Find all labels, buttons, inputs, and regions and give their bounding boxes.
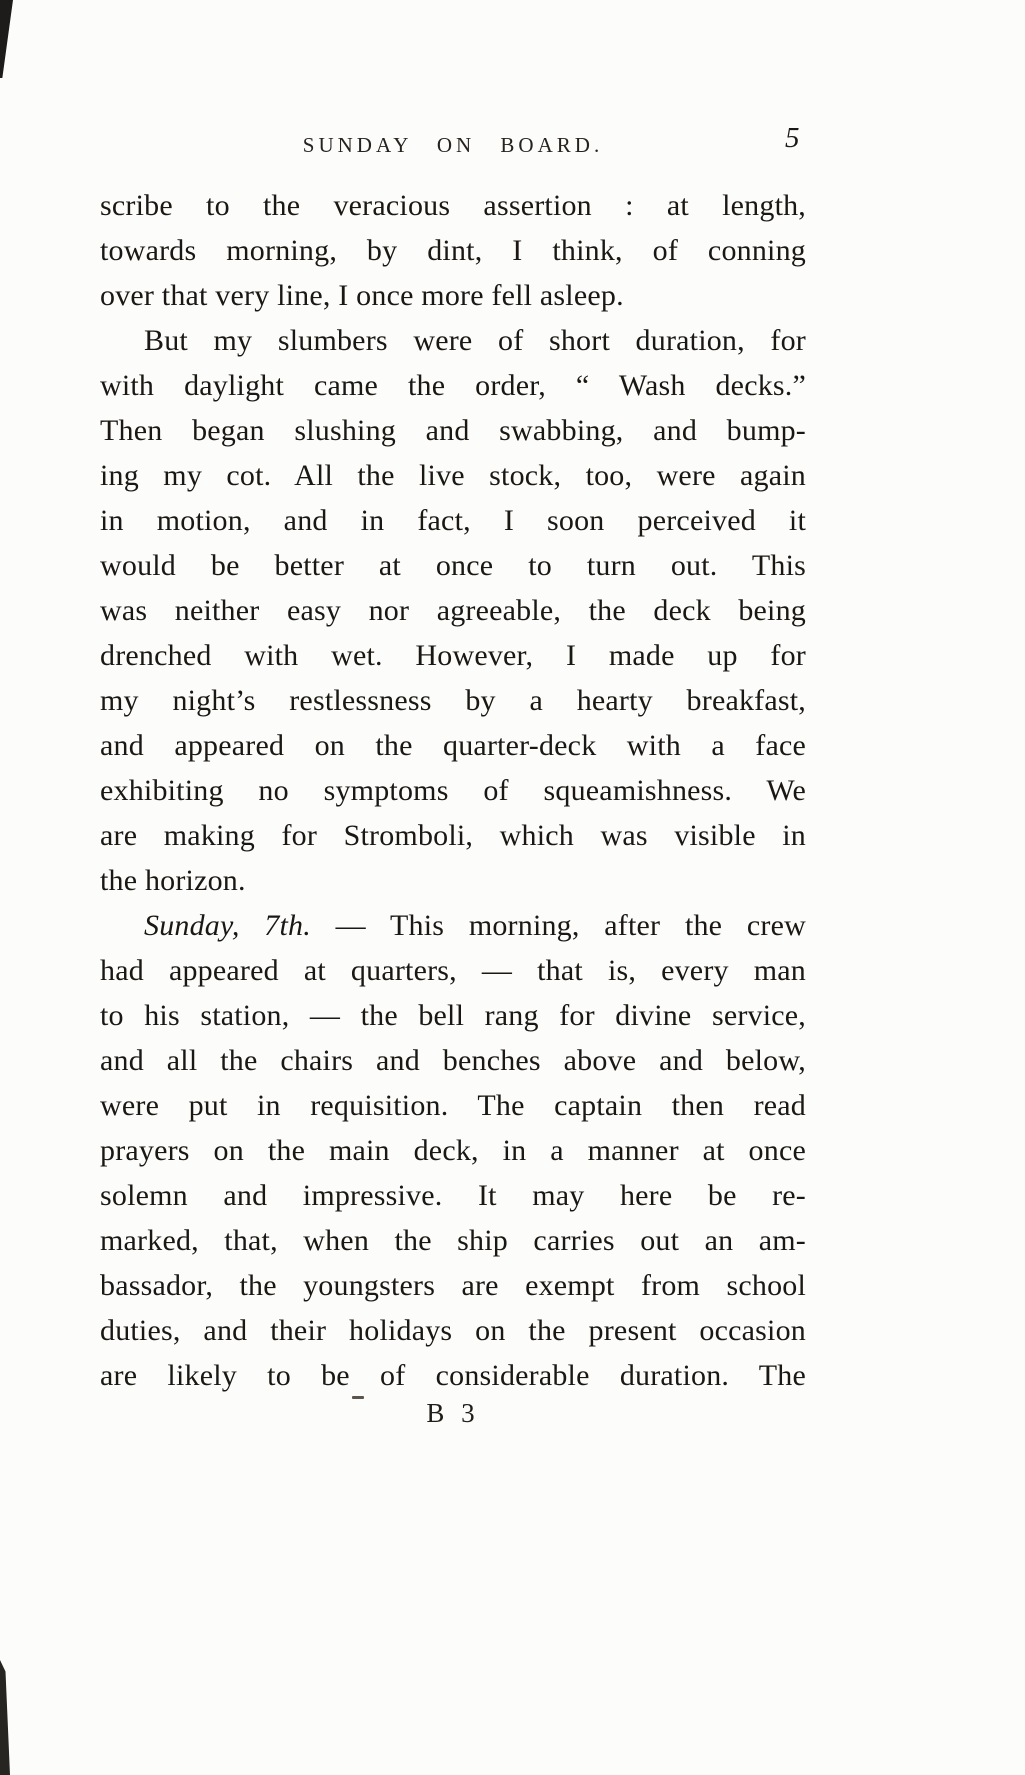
- page-header: [100, 122, 806, 173]
- signature-mark: B 3: [426, 1398, 480, 1428]
- body-text: scribe to the veracious assertion : at length,: [100, 189, 806, 222]
- body-text: had appeared at quarters, — that is, every man: [100, 954, 806, 987]
- body-text: my night’s restlessness by a hearty breakfast,: [100, 684, 806, 717]
- text-line: [100, 1038, 806, 1083]
- text-line: [100, 543, 806, 588]
- text-line: [100, 1083, 806, 1128]
- text-line: [100, 1353, 806, 1398]
- text-line: [100, 768, 806, 813]
- body-text: to his station, — the bell rang for divine service,: [100, 999, 806, 1032]
- text-line: [100, 588, 806, 633]
- text-line: [100, 633, 806, 678]
- body-text: with daylight came the order, “ Wash decks.”: [100, 369, 806, 402]
- body-text: exhibiting no symptoms of squeamishness. We: [100, 774, 806, 807]
- text-line: [100, 858, 806, 903]
- italic-text: Sunday, 7th.: [144, 909, 311, 942]
- text-line: [100, 183, 806, 228]
- text-line: [100, 813, 806, 858]
- text-line: [100, 903, 806, 948]
- text-line: [100, 408, 806, 453]
- body-text: and appeared on the quarter-deck with a face: [100, 729, 806, 762]
- body-text: are likely to be of considerable duration. The: [100, 1359, 806, 1392]
- body-text: But my slumbers were of short duration, for: [144, 324, 806, 357]
- text-line: [100, 498, 806, 543]
- text-line: [100, 1308, 806, 1353]
- body-text: would be better at once to turn out. This: [100, 549, 806, 582]
- text-line: [100, 453, 806, 498]
- body-text: prayers on the main deck, in a manner at once: [100, 1134, 806, 1167]
- body-text: were put in requisition. The captain then read: [100, 1089, 806, 1122]
- running-title: SUNDAY ON BOARD.: [302, 133, 604, 157]
- body-text: was neither easy nor agreeable, the deck being: [100, 594, 806, 627]
- body-text: the horizon.: [100, 864, 246, 897]
- body-text: bassador, the youngsters are exempt from school: [100, 1269, 806, 1302]
- text-line: [100, 993, 806, 1038]
- paragraph: [100, 183, 806, 318]
- body-text: in motion, and in fact, I soon perceived it: [100, 504, 806, 537]
- body-text: ing my cot. All the live stock, too, were again: [100, 459, 806, 492]
- text-line: [100, 363, 806, 408]
- body-text: — This morning, after the crew: [310, 909, 806, 942]
- body-text: duties, and their holidays on the present occasion: [100, 1314, 806, 1347]
- text-line: [100, 273, 806, 318]
- text-line: [100, 318, 806, 363]
- text-line: [100, 1173, 806, 1218]
- body-text: towards morning, by dint, I think, of conning: [100, 234, 806, 267]
- text-line: [100, 228, 806, 273]
- text-line: [100, 948, 806, 993]
- scan-artifact-top-left: [0, 0, 13, 78]
- body-text: solemn and impressive. It may here be re-: [100, 1179, 806, 1212]
- body-text: and all the chairs and benches above and below,: [100, 1044, 806, 1077]
- body-text: are making for Stromboli, which was visible in: [100, 819, 806, 852]
- text-line: [100, 1128, 806, 1173]
- page-text: [100, 183, 806, 1398]
- text-line: [100, 1218, 806, 1263]
- scan-artifact-bottom-left: [0, 1660, 10, 1775]
- page-number: 5: [785, 122, 800, 154]
- paragraph: [100, 903, 806, 1398]
- text-line: [100, 1263, 806, 1308]
- body-text: over that very line, I once more fell asleep.: [100, 279, 624, 312]
- body-text: drenched with wet. However, I made up for: [100, 639, 806, 672]
- paragraph: [100, 318, 806, 903]
- body-text: marked, that, when the ship carries out an am-: [100, 1224, 806, 1257]
- text-line: [100, 723, 806, 768]
- text-line: [100, 678, 806, 723]
- body-text: Then began slushing and swabbing, and bump-: [100, 414, 806, 447]
